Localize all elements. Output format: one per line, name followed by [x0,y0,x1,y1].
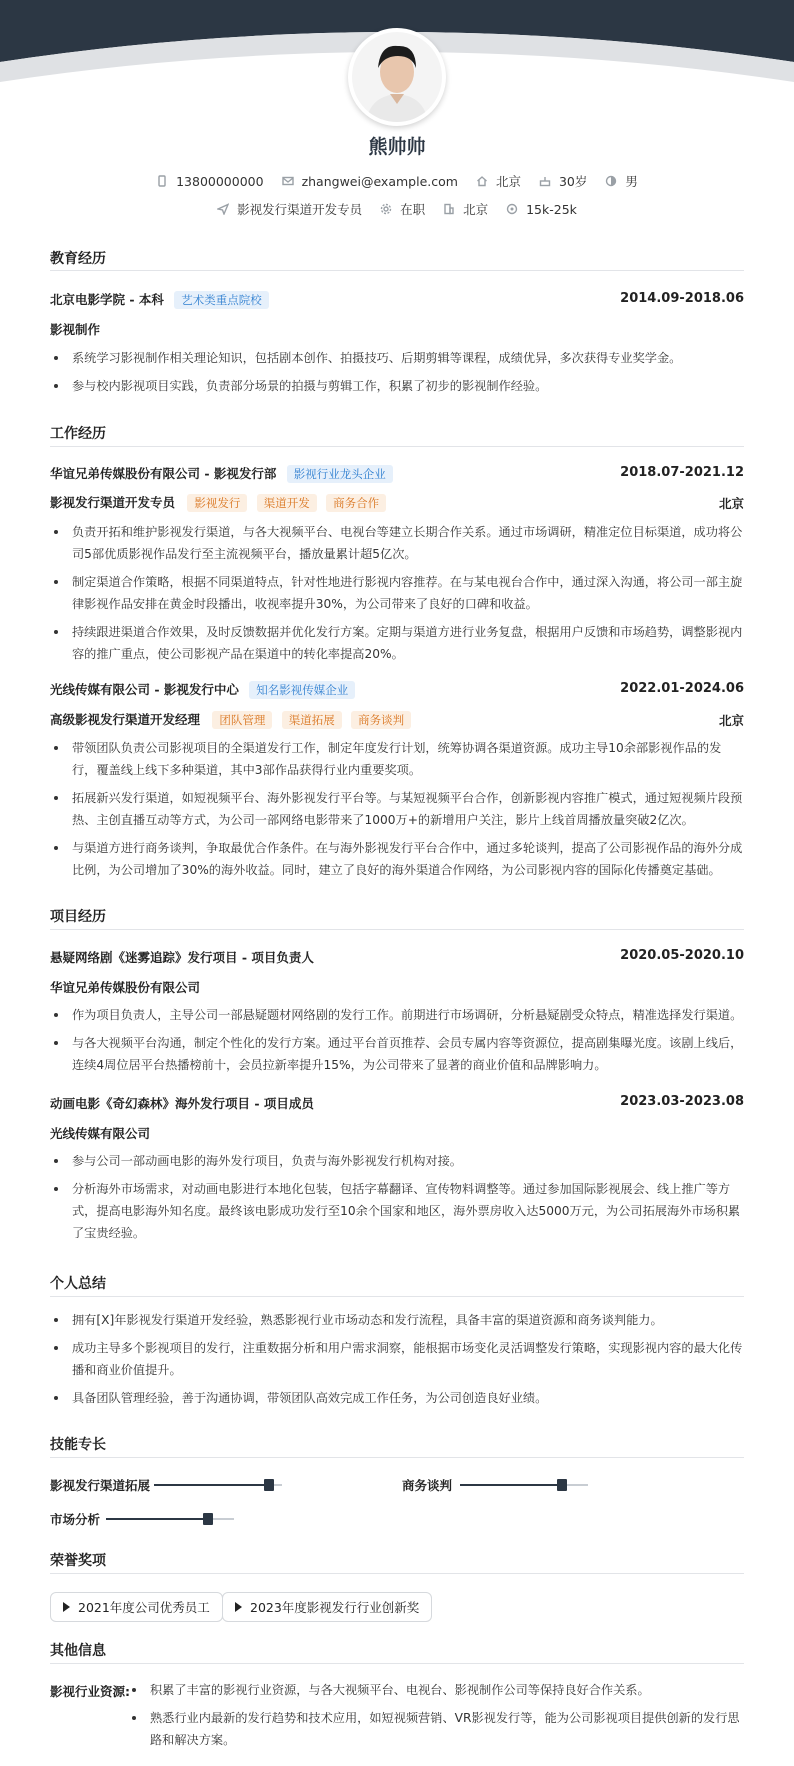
person-photo-icon [352,32,442,122]
job-city: 北京 [718,713,744,728]
job-tag: 影视发行 [187,494,247,512]
mail-icon [282,175,294,187]
cake-icon [539,175,551,187]
list-item: 具备团队管理经验，善于沟通协调，带领团队高效完成工作任务，为公司创造良好业绩。 [50,1387,744,1409]
settings-icon [380,203,392,215]
age-info [539,172,587,190]
project-bullets [50,1150,744,1250]
skill-level-knob [557,1479,567,1491]
job-company-tag: 影视行业龙头企业 [287,465,393,483]
target-job-value: 影视发行渠道开发专员 [237,202,363,217]
project-org: 光线传媒有限公司 [50,1126,151,1141]
job-company-tag: 知名影视传媒企业 [249,681,355,699]
skills-divider [50,1457,744,1458]
job-position: 影视发行渠道开发专员 [50,495,176,510]
job-company: 华谊兄弟传媒股份有限公司 - 影视发行部 [50,466,277,481]
list-item: 积累了丰富的影视行业资源，与各大视频平台、电视台、影视制作公司等保持良好合作关系。 [128,1679,744,1701]
skill-level-bar [106,1518,234,1520]
project-org: 华谊兄弟传媒股份有限公司 [50,980,201,995]
phone-value: 13800000000 [176,173,264,189]
skill-level-knob [264,1479,274,1491]
target-city-info [443,200,488,218]
job-position-row [50,493,386,512]
list-item: 熟悉行业内最新的发行趋势和技术应用，如短视频营销、VR影视发行等，能为公司影视项目提供创新的发行思路和解决方案。 [128,1707,744,1751]
email-value: zhangwei@example.com [301,173,458,189]
job-tag: 商务合作 [326,494,386,512]
avatar [348,28,446,126]
list-item: 制定渠道合作策略，根据不同渠道特点，针对性地进行影视内容推荐。在与某电视台合作中，通过深入沟通，将公司一部主旋律影视作品安排在黄金时段播出，收视率提升30%，为公司带来了良好的口碑和收益。 [50,571,744,615]
summary-bullets [50,1309,744,1415]
list-item: 持续跟进渠道合作效果，及时反馈数据并优化发行方案。定期与渠道方进行业务复盘，根据用户反馈和市场趋势，调整影视内容的推广重点，使公司影视产品在渠道中的转化率提高20%。 [50,621,744,665]
job-position: 高级影视发行渠道开发经理 [50,712,201,727]
job-bullets [50,737,744,887]
project-bullets [50,1004,744,1082]
skill-level-fill [106,1518,208,1520]
job-bullets [50,521,744,671]
job-tag: 团队管理 [212,711,272,729]
job-company-row [50,680,355,699]
send-icon [217,203,229,215]
project-date: 2023.03-2023.08 [620,1094,744,1109]
list-item: 拓展新兴发行渠道，如短视频平台、海外影视发行平台等。与某短视频平台合作，创新影视内容推广模式，通过短视频片段预热、主创直播互动等方式，为公司一部网络电影带来了1000万+的新增用户关注，影片上线首周播放量突破2亿次。 [50,787,744,831]
summary-divider [50,1296,744,1297]
job-tag: 商务谈判 [351,711,411,729]
education-bullets [50,347,744,403]
salary-value: 15k-25k [526,201,577,217]
job-position-row [50,710,411,729]
skill-level-bar [154,1484,282,1486]
list-item: 负责开拓和维护影视发行渠道，与各大视频平台、电视台等建立长期合作关系。通过市场调研，精准定位目标渠道，成功将公司5部优质影视作品发行至主流视频平台，播放量累计超5亿次。 [50,521,744,565]
list-item: 分析海外市场需求，对动画电影进行本地化包装，包括字幕翻译、宣传物料调整等。通过参加国际影视展会、线上推广等方式，提高电影海外知名度。最终该电影成功发行至10余个国家和地区，海外票房收入达5000万元，为公司拓展海外市场积累了宝贵经验。 [50,1178,744,1244]
skills-section-title: 技能专长 [50,1437,106,1453]
contact-info-row [0,172,794,190]
skill-level-fill [154,1484,269,1486]
award-label: 2021年度公司优秀员工 [78,1600,210,1615]
status-info [380,200,425,218]
email-info [282,174,458,189]
skill-name: 市场分析 [50,1512,101,1527]
candidate-name: 熊帅帅 [368,136,426,158]
project-date: 2020.05-2020.10 [620,948,744,963]
awards-divider [50,1573,744,1574]
other-label: 影视行业资源: [50,1684,130,1699]
list-item: 带领团队负责公司影视项目的全渠道发行工作，制定年度发行计划，统筹协调各渠道资源。成功主导10余部影视作品的发行，覆盖线上线下多种渠道，其中3部作品获得行业内重要奖项。 [50,737,744,781]
award-item [50,1592,223,1622]
projects-section-title: 项目经历 [50,909,106,925]
education-divider [50,270,744,271]
status-value: 在职 [400,202,426,217]
list-item: 拥有[X]年影视发行渠道开发经验，熟悉影视行业市场动态和发行流程，具备丰富的渠道资源和商务谈判能力。 [50,1309,744,1331]
gender-icon [605,175,617,187]
list-item: 与各大视频平台沟通，制定个性化的发行方案。通过平台首页推荐、会员专属内容等资源位，提高剧集曝光度。该剧上线后，连续4周位居平台热播榜前十，会员拉新率提升15%，为公司带来了显著的商业价值和品牌影响力。 [50,1032,744,1076]
education-school-row [50,290,269,309]
job-company-row [50,464,393,483]
list-item: 与渠道方进行商务谈判，争取最优合作条件。在与海外影视发行平台合作中，通过多轮谈判，提高了公司影视作品的海外分成比例，为公司增加了30%的海外收益。同时，建立了良好的海外渠道合作网络，为公司影视内容的国际化传播奠定基础。 [50,837,744,881]
education-section-title: 教育经历 [50,251,106,267]
list-item: 成功主导多个影视项目的发行，注重数据分析和用户需求洞察，能根据市场变化灵活调整发行策略，实现影视内容的最大化传播和商业价值提升。 [50,1337,744,1381]
salary-info [506,202,577,217]
list-item: 参与校内影视项目实践，负责部分场景的拍摄与剪辑工作，积累了初步的影视制作经验。 [50,375,744,397]
job-company: 光线传媒有限公司 - 影视发行中心 [50,682,239,697]
projects-divider [50,929,744,930]
other-bullets [128,1679,744,1757]
other-divider [50,1663,744,1664]
skill-level-fill [460,1484,562,1486]
other-section-title: 其他信息 [50,1643,106,1659]
triangle-right-icon [63,1602,70,1612]
skill-level-bar [460,1484,588,1486]
city-info [476,172,521,190]
project-name: 悬疑网络剧《迷雾追踪》发行项目 - 项目负责人 [50,950,314,965]
city-value: 北京 [495,174,521,189]
skill-name: 影视发行渠道拓展 [50,1478,151,1493]
list-item: 系统学习影视制作相关理论知识，包括剧本创作、拍摄技巧、后期剪辑等课程，成绩优异，多次获得专业奖学金。 [50,347,744,369]
job-date: 2018.07-2021.12 [620,465,744,480]
education-school-tag: 艺术类重点院校 [174,291,269,309]
job-city: 北京 [718,496,744,511]
home-icon [476,175,488,187]
awards-section-title: 荣誉奖项 [50,1553,106,1569]
education-school: 北京电影学院 - 本科 [50,292,164,307]
skill-level-knob [203,1513,213,1525]
target-city-value: 北京 [463,202,489,217]
work-divider [50,446,744,447]
job-tag: 渠道拓展 [282,711,342,729]
phone-info [156,174,263,189]
target-job-info [217,200,362,218]
gender-info [605,172,638,190]
education-date: 2014.09-2018.06 [620,291,744,306]
education-major: 影视制作 [50,322,101,337]
award-label: 2023年度影视发行行业创新奖 [250,1600,420,1615]
age-value: 30岁 [558,174,588,189]
summary-section-title: 个人总结 [50,1276,106,1292]
job-intent-row [0,200,794,218]
skill-name: 商务谈判 [402,1478,453,1493]
job-tag: 渠道开发 [257,494,317,512]
job-date: 2022.01-2024.06 [620,681,744,696]
work-section-title: 工作经历 [50,426,106,442]
list-item: 参与公司一部动画电影的海外发行项目，负责与海外影视发行机构对接。 [50,1150,744,1172]
building-icon [443,203,455,215]
phone-icon [156,175,168,187]
project-name: 动画电影《奇幻森林》海外发行项目 - 项目成员 [50,1096,314,1111]
gender-value: 男 [625,174,638,189]
award-item [222,1592,432,1622]
list-item: 作为项目负责人，主导公司一部悬疑题材网络剧的发行工作。前期进行市场调研，分析悬疑剧受众特点，精准选择发行渠道。 [50,1004,744,1026]
triangle-right-icon [235,1602,242,1612]
money-icon [506,203,518,215]
